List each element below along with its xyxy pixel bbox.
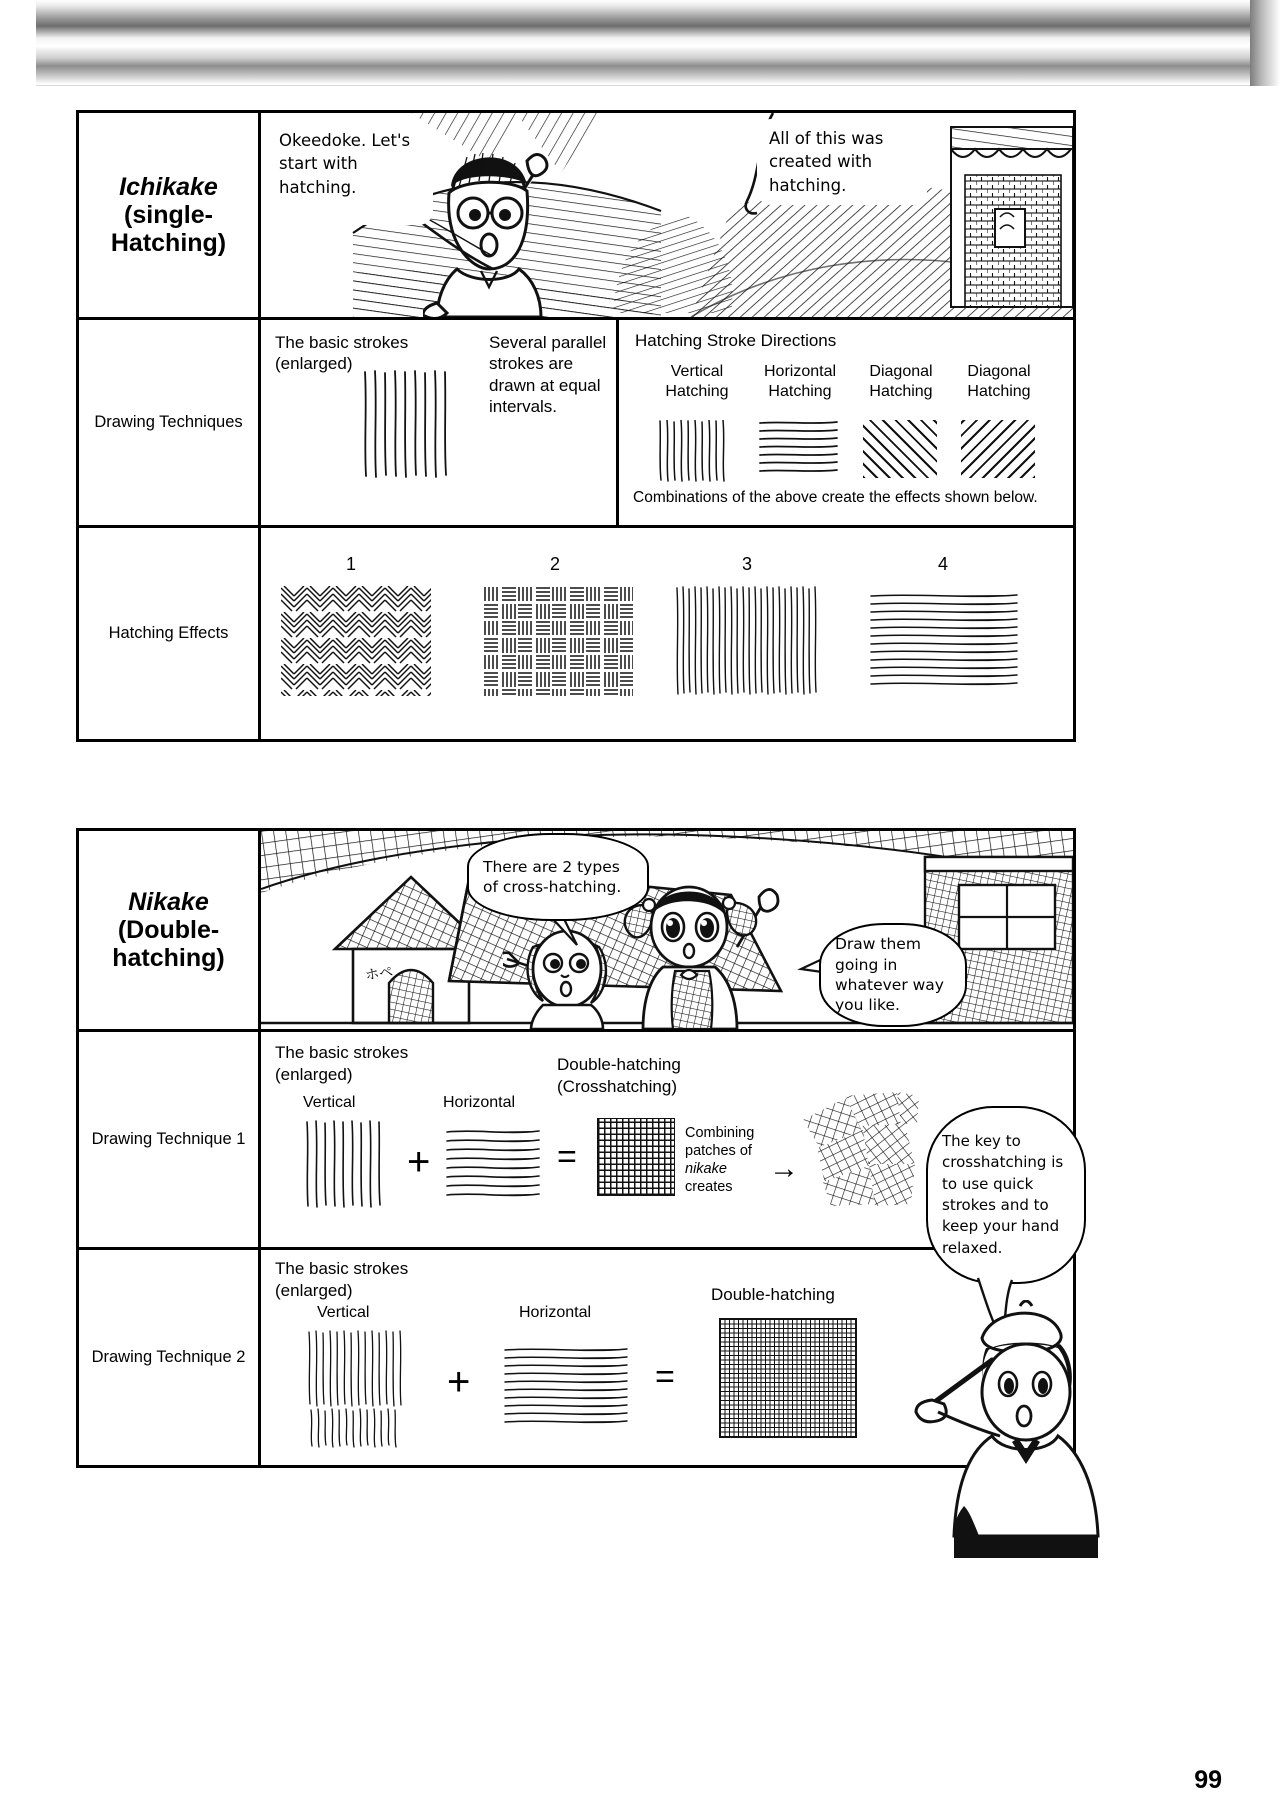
t1-vertical-label: Vertical (303, 1094, 356, 1111)
t1-basic-strokes-title: The basic strokes (275, 1043, 409, 1062)
t1-result-sub: (Crosshatching) (557, 1077, 677, 1096)
ichikake-effects-row (79, 528, 1073, 739)
ichikake-title-row (79, 113, 1073, 320)
t1-horizontal-label: Horizontal (443, 1094, 516, 1111)
diagonal-left-hatching-swatch (961, 420, 1035, 478)
ichikake-effects-body (261, 528, 1073, 739)
teacher-boy-character-art (908, 1300, 1108, 1560)
basic-strokes-swatch (361, 370, 453, 480)
nikake-technique2-label-cell (79, 1250, 261, 1465)
t2-plus-sign: + (447, 1360, 471, 1404)
ichikake-balloon-right-text: All of this was created with hatching. (769, 129, 884, 195)
nikake-balloon-right (819, 923, 967, 1027)
direction-label-0: Vertical Hatching (665, 363, 729, 401)
ichikake-title-romaji: Ichikake (119, 173, 218, 201)
t1-combining-note-line2: patches of (685, 1143, 752, 1160)
nikake-title-row (79, 831, 1073, 1032)
t1-plus-sign: + (407, 1140, 431, 1184)
t1-crosshatch-swatch (597, 1118, 675, 1196)
nikake-title (85, 888, 252, 972)
basic-strokes-sub: (enlarged) (275, 354, 353, 374)
nikake-balloon-top-text: There are 2 types of cross-hatching. (483, 857, 622, 896)
t2-basic-strokes-title: The basic strokes (275, 1259, 409, 1278)
house-sign-text: ホペ (364, 964, 395, 984)
direction-label-1: Horizontal Hatching (763, 363, 837, 401)
effect-swatch-4 (869, 592, 1019, 690)
t1-arrow-icon: → (769, 1152, 799, 1185)
t1-horizontal-swatch (445, 1128, 541, 1198)
t2-result-title: Double-hatching (711, 1285, 835, 1304)
effect-number-4: 4 (937, 554, 948, 574)
ichikake-effects-label-cell (79, 528, 261, 739)
basic-strokes-title: The basic strokes (275, 333, 409, 352)
t1-combined-patches-swatch (801, 1090, 919, 1208)
t2-horizontal-swatch (503, 1346, 629, 1432)
t1-result-title: Double-hatching (557, 1055, 681, 1074)
nikake-technique1-label: Drawing Technique 1 (91, 1130, 246, 1148)
ichikake-title-english: (single-Hatching) (110, 201, 227, 257)
t1-combining-note-line1: Combining (685, 1125, 755, 1141)
effect-swatch-3 (673, 586, 823, 696)
t1-equals-sign: = (557, 1138, 577, 1176)
ichikake-balloon-right (757, 119, 927, 205)
ichikake-effects-label: Hatching Effects (108, 624, 229, 642)
nikake-title-cell (79, 831, 261, 1029)
ichikake-table (76, 110, 1076, 742)
ichikake-techniques-row (79, 320, 1073, 528)
t2-double-hatching-swatch (719, 1318, 857, 1438)
effect-swatch-1 (281, 586, 431, 696)
direction-label-2: Diagonal Hatching (869, 363, 933, 401)
nikake-balloon-right-text: Draw them going in whatever way you like. (835, 935, 944, 1015)
tip-balloon-text: The key to crosshatching is to use quick strokes and to keep your hand relaxed. (942, 1132, 1064, 1257)
horizontal-hatching-swatch (759, 420, 839, 478)
nikake-technique1-row (79, 1032, 1073, 1250)
effect-number-1: 1 (345, 554, 356, 574)
t2-equals-sign: = (655, 1358, 675, 1396)
basic-strokes-note: Several parallel strokes are drawn at equal intervals. (489, 333, 607, 416)
t2-vertical-swatch (305, 1330, 423, 1448)
directions-note: Combinations of the above create the effects shown below. (633, 489, 1038, 506)
nikake-technique2-label: Drawing Technique 2 (91, 1348, 246, 1366)
t2-vertical-label: Vertical (317, 1304, 370, 1321)
ichikake-title-cell (79, 113, 261, 317)
spine-left-cap (0, 0, 36, 86)
book-spine-gutter (0, 0, 1280, 86)
direction-label-3: Diagonal Hatching (967, 363, 1031, 401)
effect-swatch-2 (483, 586, 633, 696)
ichikake-techniques-label-cell (79, 320, 261, 525)
diagonal-right-hatching-swatch (863, 420, 937, 478)
nikake-balloon-top (467, 833, 649, 921)
t1-combining-note-italic: nikake (685, 1161, 727, 1178)
t2-basic-strokes-sub: (enlarged) (275, 1281, 353, 1300)
t1-vertical-swatch (303, 1120, 391, 1208)
nikake-title-romaji: Nikake (128, 888, 209, 916)
ichikake-techniques-label: Drawing Techniques (94, 413, 243, 431)
stroke-directions-title: Hatching Stroke Directions (635, 331, 837, 350)
tip-balloon (926, 1106, 1086, 1284)
techniques-inner-divider (616, 320, 619, 525)
effect-number-2: 2 (549, 554, 560, 574)
t1-combining-note-line3: creates (685, 1179, 733, 1196)
t1-basic-strokes-sub: (enlarged) (275, 1065, 353, 1084)
t2-horizontal-label: Horizontal (519, 1304, 592, 1321)
vertical-hatching-swatch (657, 420, 729, 482)
ichikake-title (85, 173, 252, 257)
ichikake-balloon-left-text: Okeedoke. Let's start with hatching. (279, 131, 411, 197)
nikake-comic-panel (261, 831, 1073, 1029)
ichikake-comic-panel (261, 113, 1073, 317)
nikake-technique1-label-cell (79, 1032, 261, 1247)
nikake-title-english: (Double-hatching) (112, 916, 225, 972)
page-number: 99 (1194, 1766, 1222, 1794)
spine-right-round (1250, 0, 1280, 86)
t1-combining-note (685, 1124, 771, 1197)
effect-number-3: 3 (741, 554, 752, 574)
ichikake-balloon-left (267, 121, 433, 225)
ichikake-techniques-body (261, 320, 1073, 525)
